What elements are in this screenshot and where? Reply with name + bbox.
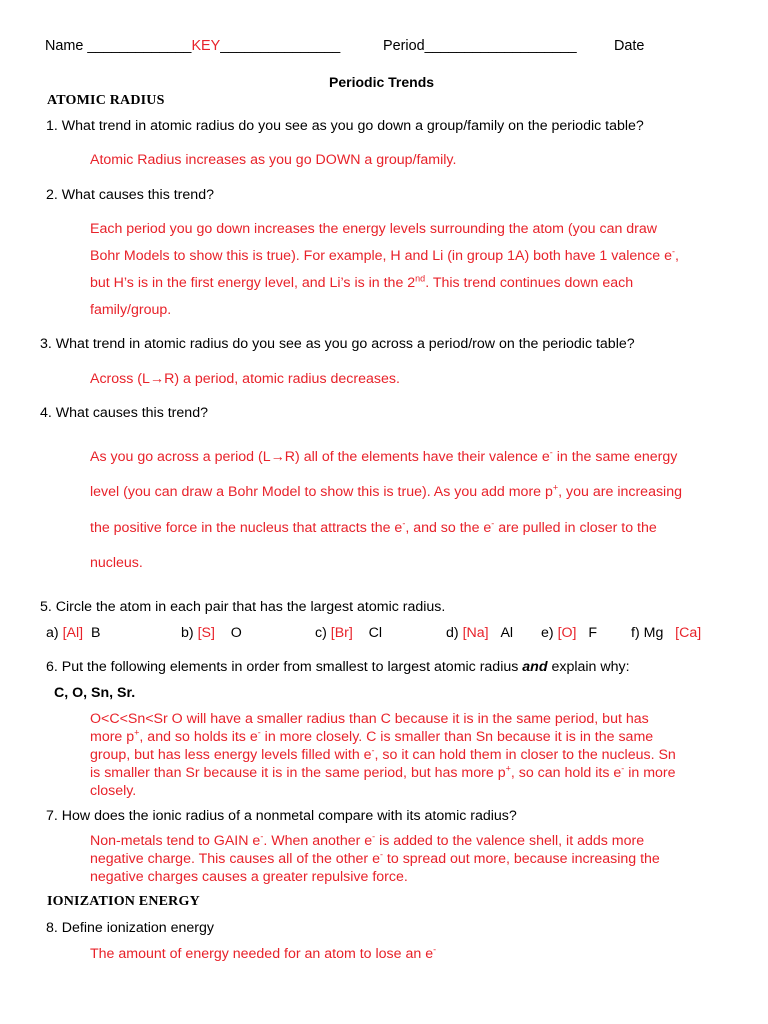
option-other: F	[588, 625, 597, 641]
question-5: 5. Circle the atom in each pair that has the largest atomic radius.	[40, 599, 446, 615]
answer-6-text: , so it can hold them in closer to the nucleus. Sn	[374, 747, 676, 763]
superscript: -	[549, 447, 553, 458]
answer-4-text: As you go across a period (L	[90, 449, 271, 465]
question-8: 8. Define ionization energy	[46, 920, 214, 936]
q6-elements: C, O, Sn, Sr.	[54, 685, 136, 701]
name-field-prefix: Name _____________	[45, 38, 192, 54]
answer-3-text-a: Across (L	[90, 371, 150, 387]
answer-2-line-3-end: . This trend continues down each	[425, 275, 634, 291]
answer-4-text: in the same energy	[552, 449, 678, 465]
option-label: d)	[446, 625, 459, 641]
answer-2-line-3-text: but H’s is in the first energy level, and Li’s is in the 2	[90, 275, 416, 291]
answer-7-text: is added to the valence shell, it adds more	[375, 833, 645, 849]
answer-8	[90, 946, 436, 962]
answer-4-text: , and so the e	[405, 520, 492, 536]
answer-7-line-2	[90, 851, 660, 867]
question-6-text: explain why:	[547, 659, 630, 675]
question-6-text: 6. Put the following elements in order from smallest to largest atomic radius	[46, 659, 523, 675]
answer-4-text: , you are increasing	[558, 484, 682, 500]
answer-6-text: is smaller than Sr because it is in the same period, but has more p	[90, 765, 506, 781]
question-6-emphasis: and	[522, 659, 548, 675]
answer-6-line-1: O<C<Sn<Sr O will have a smaller radius than C because it is in the same period, but has	[90, 711, 649, 727]
name-key: KEY	[191, 38, 221, 54]
question-1: 1. What trend in atomic radius do you see as you go down a group/family on the periodic table?	[46, 118, 644, 134]
answer-7-text: Non-metals tend to GAIN e	[90, 833, 261, 849]
option-other: B	[90, 625, 101, 641]
answer-4-text: are pulled in closer to the	[494, 520, 657, 536]
q5-option-c	[315, 625, 382, 641]
answer-2-line-2-text: Bohr Models to show this is true). For example, H and Li (in group 1A) both have 1 valence e	[90, 248, 672, 264]
answer-6-text: more p	[90, 729, 135, 745]
superscript: -	[379, 849, 383, 860]
answer-6-text: , and so holds its e	[139, 729, 258, 745]
option-other: Cl	[368, 625, 383, 641]
superscript: -	[433, 944, 437, 955]
question-7: 7. How does the ionic radius of a nonmetal compare with its atomic radius?	[46, 808, 517, 824]
option-label: b)	[181, 625, 194, 641]
answer-6-text: group, but has less energy levels filled with e	[90, 747, 372, 763]
answer-2-line-4: family/group.	[90, 302, 172, 318]
circled-answer: [Na]	[462, 625, 489, 641]
superscript: -	[372, 831, 376, 842]
option-other: O	[230, 625, 242, 641]
circled-answer: [Al]	[62, 625, 84, 641]
circled-answer: [Ca]	[675, 625, 702, 641]
answer-4-line-3	[90, 520, 657, 536]
option-label: e)	[541, 625, 554, 641]
answer-6-line-5: closely.	[90, 783, 137, 799]
answer-2-line-1: Each period you go down increases the energy levels surrounding the atom (you can draw	[90, 221, 658, 237]
superscript: nd	[415, 273, 426, 284]
option-other: Mg	[643, 625, 664, 641]
superscript: -	[260, 831, 264, 842]
answer-6-text: in more	[624, 765, 676, 781]
answer-4-line-1	[90, 449, 677, 465]
superscript: -	[621, 763, 625, 774]
period-field: Period___________________	[383, 38, 577, 54]
option-label: c)	[315, 625, 327, 641]
superscript: -	[371, 745, 375, 756]
q5-option-f	[631, 625, 701, 641]
q5-option-e	[541, 625, 597, 641]
answer-6-line-2	[90, 729, 653, 745]
answer-7-line-3: negative charges causes a greater repulsive force.	[90, 869, 408, 885]
answer-7-text: negative charge. This causes all of the other e	[90, 851, 380, 867]
circled-answer: [O]	[557, 625, 577, 641]
circled-answer: [S]	[197, 625, 215, 641]
answer-7-line-1	[90, 833, 644, 849]
answer-4-text: the positive force in the nucleus that attracts the e	[90, 520, 403, 536]
superscript: -	[672, 246, 675, 257]
answer-3	[90, 371, 400, 387]
circled-answer: [Br]	[330, 625, 353, 641]
superscript: +	[552, 482, 559, 493]
answer-2-line-2-end: ,	[675, 248, 679, 264]
answer-4-line-4: nucleus.	[90, 555, 143, 571]
answer-4-text: level (you can draw a Bohr Model to show this is true). As you add more p	[90, 484, 553, 500]
answer-7-text: to spread out more, because increasing the	[382, 851, 660, 867]
q5-option-b	[181, 625, 242, 641]
question-3: 3. What trend in atomic radius do you see as you go across a period/row on the periodic table?	[40, 336, 635, 352]
superscript: -	[257, 727, 261, 738]
question-4: 4. What causes this trend?	[40, 405, 208, 421]
question-2: 2. What causes this trend?	[46, 187, 214, 203]
option-other: Al	[500, 625, 514, 641]
superscript: +	[134, 727, 140, 738]
header-line	[45, 38, 340, 54]
superscript: +	[505, 763, 511, 774]
answer-8-text: The amount of energy needed for an atom to lose an e	[90, 946, 434, 962]
superscript: -	[491, 518, 495, 529]
question-6	[46, 659, 630, 675]
answer-6-text: , so can hold its e	[510, 765, 622, 781]
section-atomic-radius: ATOMIC RADIUS	[47, 93, 165, 108]
answer-2-line-3	[90, 275, 633, 291]
answer-4-line-2	[90, 484, 682, 500]
page-title: Periodic Trends	[329, 74, 435, 90]
superscript: -	[402, 518, 406, 529]
answer-7-text: . When another e	[263, 833, 373, 849]
q5-option-d	[446, 625, 513, 641]
option-label: a)	[46, 625, 59, 641]
answer-6-line-4	[90, 765, 676, 781]
answer-6-text: in more closely. C is smaller than Sn because it is in the same	[260, 729, 654, 745]
arrow-right-icon: →	[270, 449, 285, 465]
answer-2-line-2	[90, 248, 679, 264]
name-field-suffix: _______________	[220, 38, 341, 54]
arrow-right-icon: →	[149, 371, 165, 387]
answer-3-text-b: R) a period, atomic radius decreases.	[164, 371, 400, 387]
q5-option-a	[46, 625, 100, 641]
section-ionization-energy: IONIZATION ENERGY	[47, 894, 200, 909]
answer-4-text: R) all of the elements have their valence e	[284, 449, 550, 465]
answer-6-line-3	[90, 747, 676, 763]
date-field: Date	[614, 38, 645, 54]
answer-1: Atomic Radius increases as you go DOWN a group/family.	[90, 152, 457, 168]
option-label: f)	[631, 625, 640, 641]
